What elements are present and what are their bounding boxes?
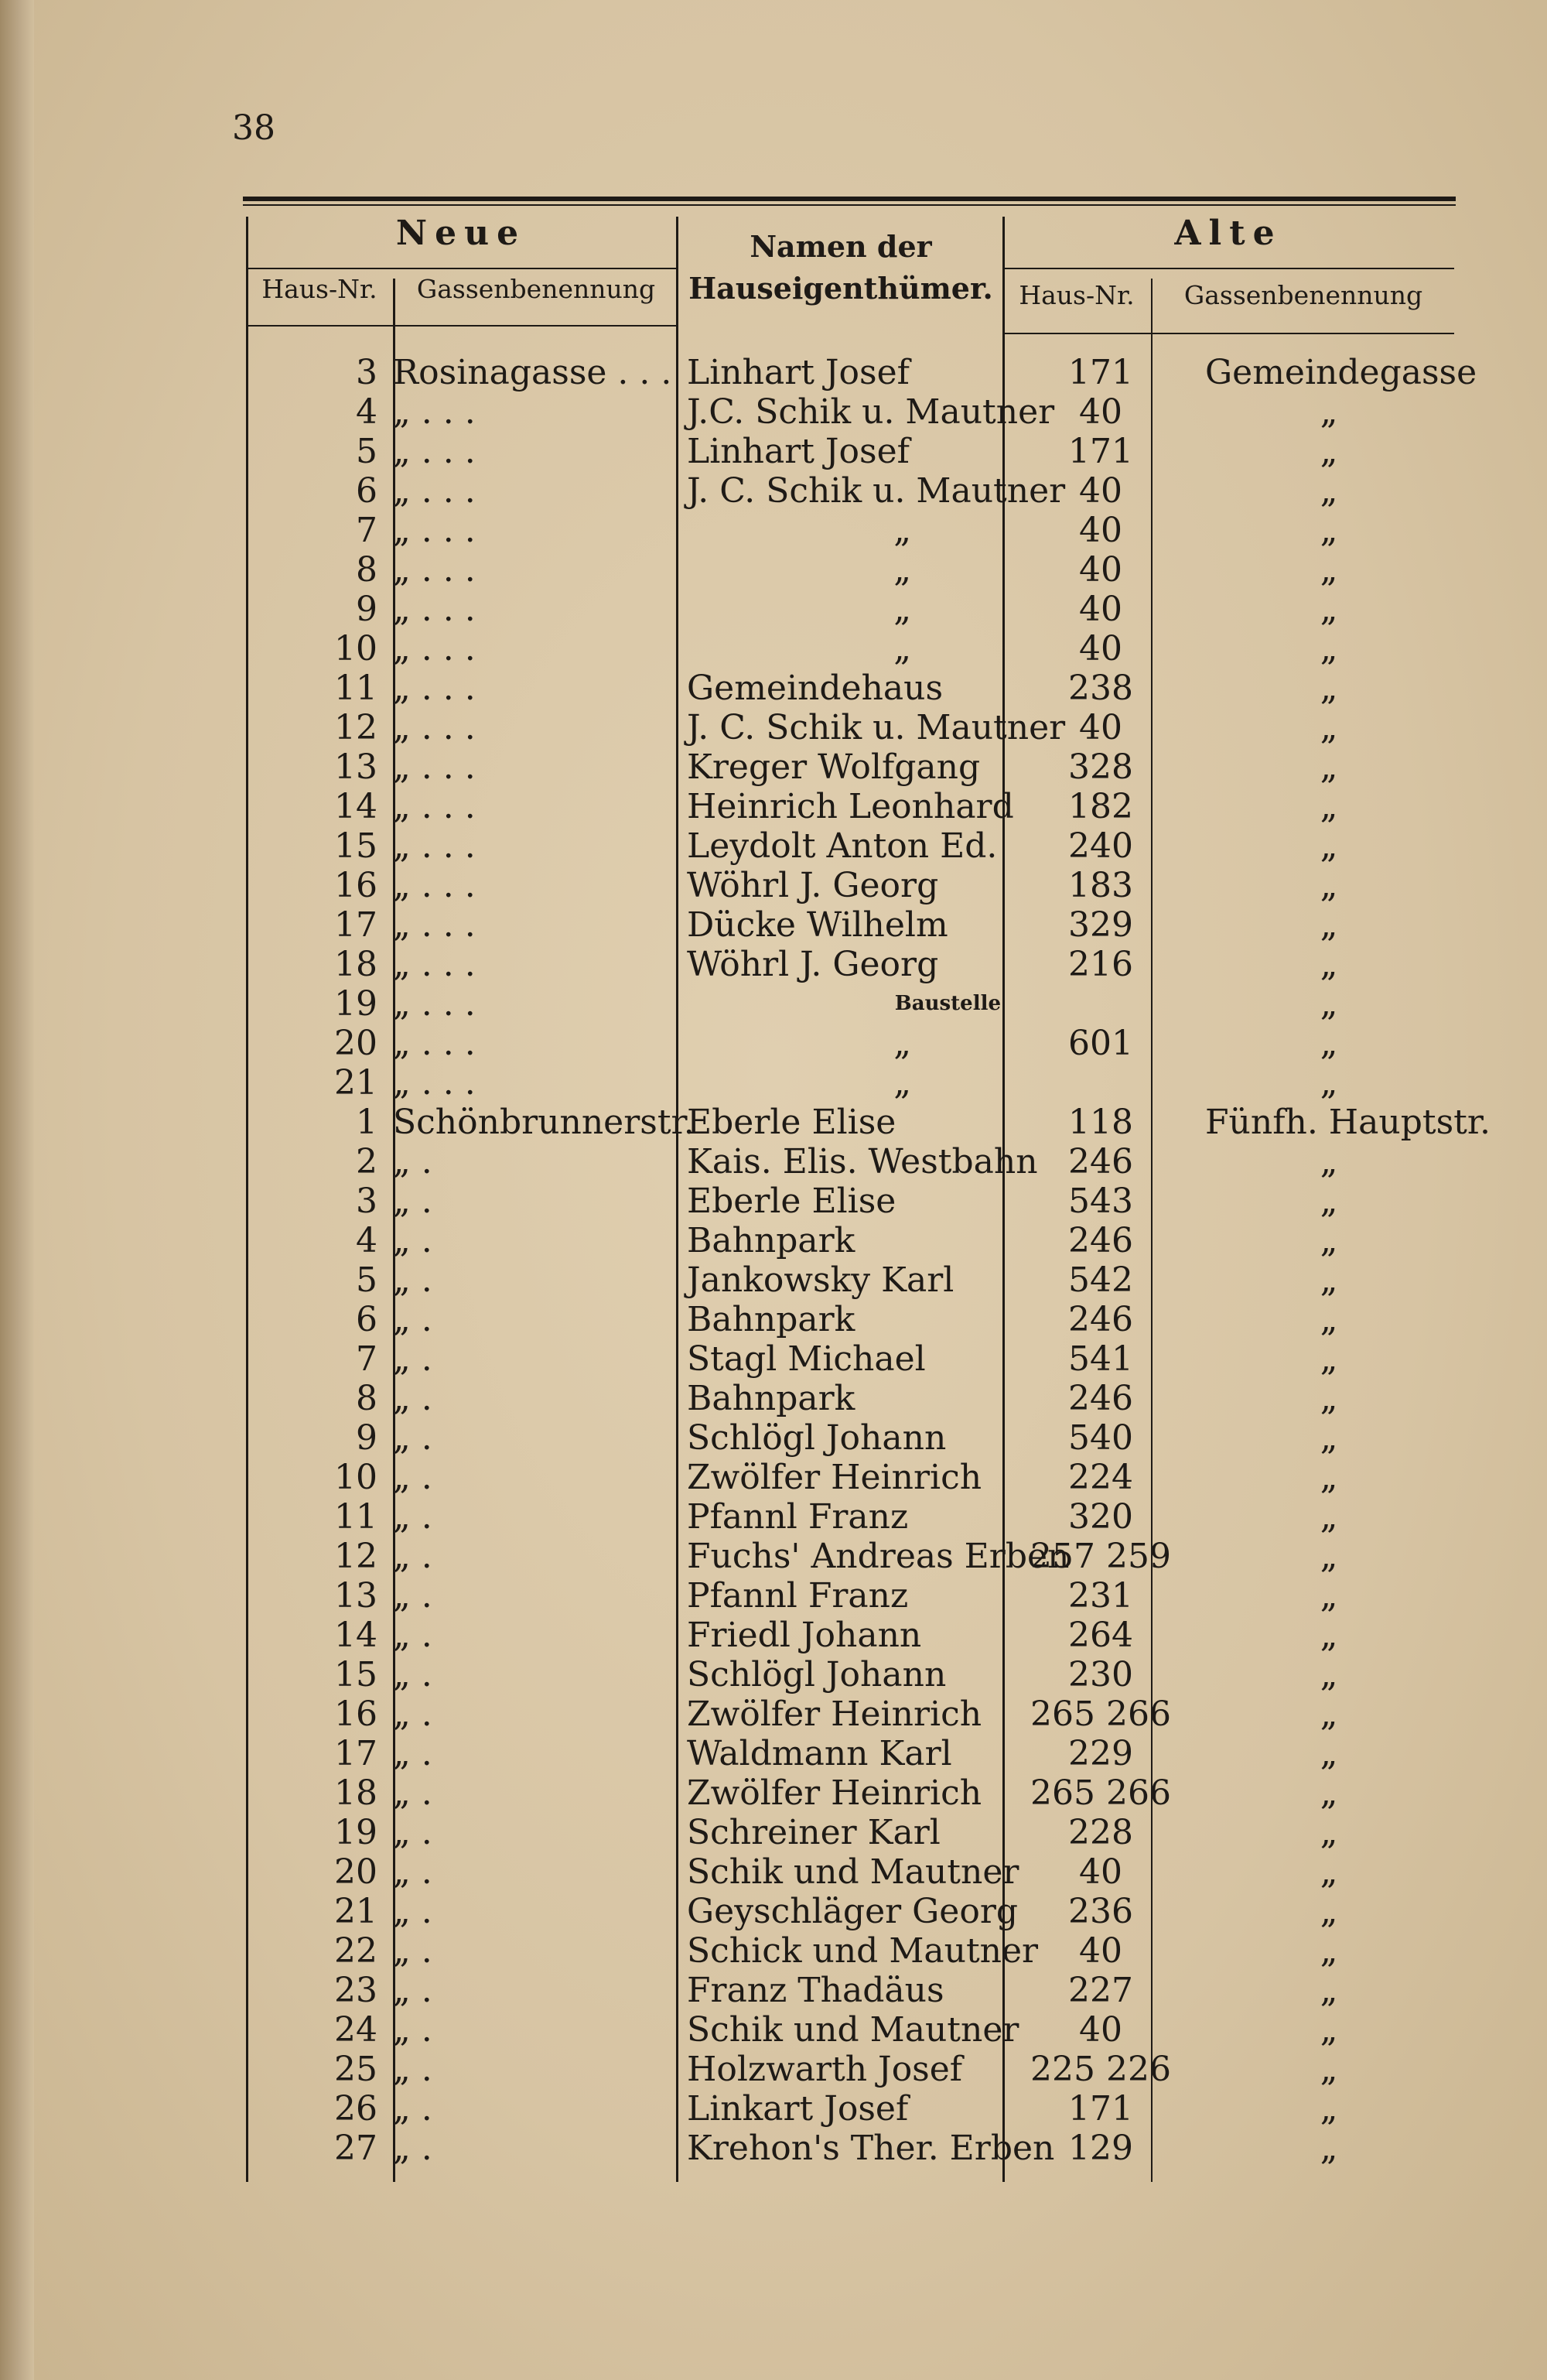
street-name-cell: „ .: [393, 1813, 432, 1852]
old-house-nr-cell: 40: [1079, 590, 1122, 629]
house-nr-cell: 15: [334, 826, 377, 866]
owner-cell: Linhart Josef: [687, 432, 910, 471]
house-nr-cell: 5: [356, 432, 377, 471]
old-street-name-cell: „: [1320, 2050, 1338, 2089]
old-house-nr-cell: 229: [1068, 1734, 1133, 1773]
old-house-nr-cell: 129: [1068, 2129, 1133, 2168]
old-house-nr-cell: 40: [1079, 1931, 1122, 1971]
table-row: [246, 629, 1454, 669]
house-nr-cell: 13: [334, 747, 377, 787]
old-house-nr-cell: 601: [1068, 1024, 1133, 1063]
owner-cell: Waldmann Karl: [687, 1734, 952, 1773]
owner-cell: Gemeindehaus: [687, 669, 944, 708]
old-street-name-cell: „: [1320, 669, 1338, 708]
house-nr-cell: 11: [334, 1497, 377, 1537]
old-house-nr-cell: 230: [1068, 1655, 1133, 1694]
old-street-name-cell: „: [1320, 787, 1338, 826]
table-row: [246, 1497, 1454, 1537]
street-name-cell: „ .: [393, 2089, 432, 2129]
street-name-cell: „ . . .: [393, 590, 476, 629]
street-name-cell: „ .: [393, 1458, 432, 1497]
old-house-nr-cell: 265 266: [1030, 1773, 1171, 1813]
street-name-cell: „ . . .: [393, 471, 476, 511]
top-rule-thin: [243, 204, 1456, 206]
table-row: [246, 1181, 1454, 1221]
owner-cell: Schik und Mautner: [687, 2010, 1019, 2050]
table-body: [246, 353, 1491, 2168]
street-name-cell: „ .: [393, 2129, 432, 2168]
owner-cell: „: [893, 1024, 911, 1063]
house-register-table: [246, 209, 1491, 2190]
house-nr-cell: 21: [334, 1892, 377, 1931]
old-street-name-cell: „: [1320, 1892, 1338, 1931]
old-street-name-cell: „: [1320, 1339, 1338, 1379]
old-house-nr-cell: 171: [1068, 2089, 1133, 2129]
header-divider-old: [1002, 268, 1454, 269]
house-nr-cell: 27: [334, 2129, 377, 2168]
table-row: [246, 708, 1454, 747]
owner-cell: Wöhrl J. Georg: [687, 945, 939, 984]
street-name-cell: Schönbrunnerstr.: [393, 1103, 695, 1142]
house-nr-cell: 10: [334, 1458, 377, 1497]
old-street-name-cell: „: [1320, 1616, 1338, 1655]
house-nr-cell: 9: [356, 1418, 377, 1458]
owner-cell: Franz Thadäus: [687, 1971, 944, 2010]
header-old-house-nr: Haus-Nr.: [1019, 280, 1135, 310]
old-street-name-cell: „: [1320, 550, 1338, 590]
old-house-nr-cell: 542: [1068, 1260, 1133, 1300]
street-name-cell: „ .: [393, 1142, 432, 1181]
old-street-name-cell: „: [1320, 471, 1338, 511]
table-row: [246, 392, 1454, 432]
table-row: [246, 511, 1454, 550]
house-nr-cell: 23: [334, 1971, 377, 2010]
table-row: [246, 1103, 1491, 1142]
house-nr-cell: 20: [334, 1852, 377, 1892]
street-name-cell: „ .: [393, 1734, 432, 1773]
street-name-cell: „ .: [393, 1694, 432, 1734]
street-name-cell: „ .: [393, 1339, 432, 1379]
old-street-name-cell: „: [1320, 1971, 1338, 2010]
old-house-nr-cell: 224: [1068, 1458, 1133, 1497]
street-name-cell: „ .: [393, 2050, 432, 2089]
header-owner-line1: Namen der: [750, 229, 932, 264]
top-rule: [243, 197, 1456, 201]
old-house-nr-cell: 40: [1079, 629, 1122, 669]
owner-cell: Schik und Mautner: [687, 1852, 1019, 1892]
house-nr-cell: 22: [334, 1931, 377, 1971]
old-street-name-cell: „: [1320, 590, 1338, 629]
house-nr-cell: 14: [334, 787, 377, 826]
street-name-cell: „ . . .: [393, 1063, 476, 1103]
table-row: [246, 1221, 1454, 1260]
street-name-cell: „ . . .: [393, 826, 476, 866]
table-row: [246, 1813, 1454, 1852]
house-nr-cell: 4: [356, 392, 377, 432]
house-nr-cell: 5: [356, 1260, 377, 1300]
table-row: [246, 2089, 1454, 2129]
table-row: [246, 945, 1454, 984]
old-street-name-cell: Gemeindegasse: [1205, 353, 1477, 392]
old-street-name-cell: „: [1320, 1852, 1338, 1892]
old-street-name-cell: „: [1320, 905, 1338, 945]
old-house-nr-cell: 183: [1068, 866, 1133, 905]
owner-cell: Kreger Wolfgang: [687, 747, 981, 787]
table-row: [246, 669, 1454, 708]
house-nr-cell: 6: [356, 471, 377, 511]
owner-cell: Friedl Johann: [687, 1616, 922, 1655]
table-row: [246, 1300, 1454, 1339]
owner-cell: Kais. Elis. Westbahn: [687, 1142, 1038, 1181]
street-name-cell: „ . . .: [393, 669, 476, 708]
old-street-name-cell: Fünfh. Hauptstr.: [1205, 1103, 1491, 1142]
old-house-nr-cell: 227: [1068, 1971, 1133, 2010]
house-nr-cell: 17: [334, 905, 377, 945]
house-nr-cell: 16: [334, 1694, 377, 1734]
owner-cell: „: [893, 511, 911, 550]
old-street-name-cell: „: [1320, 1063, 1338, 1103]
table-row: [246, 1773, 1454, 1813]
old-house-nr-cell: 320: [1068, 1497, 1133, 1537]
old-house-nr-cell: 238: [1068, 669, 1133, 708]
old-house-nr-cell: 40: [1079, 511, 1122, 550]
house-nr-cell: 4: [356, 1221, 377, 1260]
old-street-name-cell: „: [1320, 1024, 1338, 1063]
old-house-nr-cell: 540: [1068, 1418, 1133, 1458]
house-nr-cell: 25: [334, 2050, 377, 2089]
old-house-nr-cell: 40: [1079, 471, 1122, 511]
old-street-name-cell: „: [1320, 2089, 1338, 2129]
old-street-name-cell: „: [1320, 1576, 1338, 1616]
old-street-name-cell: „: [1320, 2010, 1338, 2050]
header-bottom-rule-left: [246, 325, 676, 327]
old-house-nr-cell: 40: [1079, 1852, 1122, 1892]
header-street-name: Gassenbenennung: [416, 274, 656, 304]
house-nr-cell: 26: [334, 2089, 377, 2129]
old-street-name-cell: „: [1320, 1181, 1338, 1221]
header-old-street-name: Gassenbenennung: [1183, 280, 1423, 310]
street-name-cell: „ . . .: [393, 550, 476, 590]
house-nr-cell: 12: [334, 1537, 377, 1576]
house-nr-cell: 16: [334, 866, 377, 905]
owner-cell: „: [893, 629, 911, 669]
owner-cell: J. C. Schik u. Mautner: [687, 708, 1066, 747]
table-row: [246, 1063, 1454, 1103]
old-house-nr-cell: 240: [1068, 826, 1133, 866]
table-row: [246, 550, 1454, 590]
street-name-cell: „ .: [393, 1221, 432, 1260]
table-row: [246, 1694, 1454, 1734]
table-row: [246, 432, 1454, 471]
old-house-nr-cell: 231: [1068, 1576, 1133, 1616]
owner-cell: Baustelle: [894, 992, 1001, 1015]
owner-cell: Jankowsky Karl: [687, 1260, 954, 1300]
street-name-cell: „ .: [393, 1655, 432, 1694]
old-street-name-cell: „: [1320, 1458, 1338, 1497]
old-street-name-cell: „: [1320, 511, 1338, 550]
owner-cell: Fuchs' Andreas Erben: [687, 1537, 1070, 1576]
house-nr-cell: 19: [334, 1813, 377, 1852]
old-house-nr-cell: 236: [1068, 1892, 1133, 1931]
table-row: [246, 1655, 1454, 1694]
old-street-name-cell: „: [1320, 1300, 1338, 1339]
old-house-nr-cell: 171: [1068, 353, 1133, 392]
table-row: [246, 1576, 1454, 1616]
old-house-nr-cell: 225 226: [1030, 2050, 1171, 2089]
owner-cell: Pfannl Franz: [687, 1497, 909, 1537]
house-nr-cell: 9: [356, 590, 377, 629]
house-nr-cell: 17: [334, 1734, 377, 1773]
table-row: [246, 353, 1477, 392]
table-row: [246, 1260, 1454, 1300]
header-house-nr: Haus-Nr.: [261, 274, 377, 304]
street-name-cell: „ .: [393, 1379, 432, 1418]
street-name-cell: „ .: [393, 1931, 432, 1971]
house-nr-cell: 19: [334, 984, 377, 1024]
table-row: [246, 2129, 1454, 2168]
street-name-cell: „ .: [393, 1852, 432, 1892]
owner-cell: Heinrich Leonhard: [687, 787, 1014, 826]
header-bottom-rule-old: [1002, 333, 1454, 334]
house-nr-cell: 1: [356, 1103, 377, 1142]
house-nr-cell: 3: [356, 353, 377, 392]
table-row: [246, 1852, 1454, 1892]
house-nr-cell: 8: [356, 550, 377, 590]
old-street-name-cell: „: [1320, 2129, 1338, 2168]
owner-cell: Krehon's Ther. Erben: [687, 2129, 1055, 2168]
house-nr-cell: 14: [334, 1616, 377, 1655]
header-new-group: Neue: [395, 214, 527, 253]
old-street-name-cell: „: [1320, 629, 1338, 669]
table-row: [246, 1616, 1454, 1655]
old-street-name-cell: „: [1320, 1497, 1338, 1537]
owner-cell: Wöhrl J. Georg: [687, 866, 939, 905]
house-nr-cell: 2: [356, 1142, 377, 1181]
street-name-cell: „ .: [393, 1576, 432, 1616]
old-street-name-cell: „: [1320, 1260, 1338, 1300]
table-row: [246, 1142, 1454, 1181]
old-street-name-cell: „: [1320, 1537, 1338, 1576]
table-row: [246, 1931, 1454, 1971]
street-name-cell: „ . . .: [393, 511, 476, 550]
owner-cell: Eberle Elise: [687, 1103, 896, 1142]
street-name-cell: „ .: [393, 1971, 432, 2010]
old-street-name-cell: „: [1320, 1221, 1338, 1260]
owner-cell: „: [893, 590, 911, 629]
owner-cell: „: [893, 1063, 911, 1103]
owner-cell: Leydolt Anton Ed.: [687, 826, 998, 866]
table-row: [246, 471, 1454, 511]
table-row: [246, 1734, 1454, 1773]
old-street-name-cell: „: [1320, 945, 1338, 984]
old-street-name-cell: „: [1320, 1418, 1338, 1458]
old-house-nr-cell: 246: [1068, 1300, 1133, 1339]
owner-cell: Stagl Michael: [687, 1339, 926, 1379]
house-nr-cell: 3: [356, 1181, 377, 1221]
owner-cell: Zwölfer Heinrich: [687, 1694, 982, 1734]
table-row: [246, 866, 1454, 905]
old-house-nr-cell: 329: [1068, 905, 1133, 945]
owner-cell: J.C. Schik u. Mautner: [687, 392, 1055, 432]
street-name-cell: „ . . .: [393, 392, 476, 432]
old-street-name-cell: „: [1320, 392, 1338, 432]
old-street-name-cell: „: [1320, 1694, 1338, 1734]
old-house-nr-cell: 246: [1068, 1142, 1133, 1181]
street-name-cell: „ . . .: [393, 1024, 476, 1063]
street-name-cell: „ . . .: [393, 629, 476, 669]
book-binding: [0, 0, 34, 2380]
owner-cell: Bahnpark: [687, 1221, 855, 1260]
house-nr-cell: 6: [356, 1300, 377, 1339]
old-house-nr-cell: 264: [1068, 1616, 1133, 1655]
table-row: [246, 1339, 1454, 1379]
street-name-cell: „ . . .: [393, 747, 476, 787]
street-name-cell: „ .: [393, 1300, 432, 1339]
house-nr-cell: 21: [334, 1063, 377, 1103]
owner-cell: Geyschläger Georg: [687, 1892, 1019, 1931]
street-name-cell: „ .: [393, 1616, 432, 1655]
old-house-nr-cell: 171: [1068, 432, 1133, 471]
old-house-nr-cell: 541: [1068, 1339, 1133, 1379]
old-house-nr-cell: 40: [1079, 708, 1122, 747]
street-name-cell: „ . . .: [393, 984, 476, 1024]
street-name-cell: „ . . .: [393, 787, 476, 826]
old-street-name-cell: „: [1320, 984, 1338, 1024]
old-street-name-cell: „: [1320, 747, 1338, 787]
old-street-name-cell: „: [1320, 1813, 1338, 1852]
table-row: [246, 905, 1454, 945]
old-street-name-cell: „: [1320, 1655, 1338, 1694]
street-name-cell: „ .: [393, 1418, 432, 1458]
owner-cell: Zwölfer Heinrich: [687, 1773, 982, 1813]
house-nr-cell: 18: [334, 945, 377, 984]
house-nr-cell: 20: [334, 1024, 377, 1063]
table-row: [246, 1024, 1454, 1063]
owner-cell: Pfannl Franz: [687, 1576, 909, 1616]
owner-cell: Schreiner Karl: [687, 1813, 941, 1852]
table-row: [246, 1379, 1454, 1418]
old-house-nr-cell: 182: [1068, 787, 1133, 826]
old-house-nr-cell: 246: [1068, 1379, 1133, 1418]
street-name-cell: „ .: [393, 1773, 432, 1813]
old-street-name-cell: „: [1320, 866, 1338, 905]
house-nr-cell: 24: [334, 2010, 377, 2050]
table-row: [246, 1537, 1454, 1576]
street-name-cell: „ . . .: [393, 866, 476, 905]
owner-cell: Holzwarth Josef: [687, 2050, 963, 2089]
owner-cell: Schick und Mautner: [687, 1931, 1039, 1971]
house-nr-cell: 8: [356, 1379, 377, 1418]
old-street-name-cell: „: [1320, 1931, 1338, 1971]
old-house-nr-cell: 543: [1068, 1181, 1133, 1221]
house-nr-cell: 10: [334, 629, 377, 669]
street-name-cell: „ .: [393, 1497, 432, 1537]
table-row: [246, 1892, 1454, 1931]
house-nr-cell: 7: [356, 1339, 377, 1379]
owner-cell: „: [893, 550, 911, 590]
house-nr-cell: 18: [334, 1773, 377, 1813]
old-street-name-cell: „: [1320, 1142, 1338, 1181]
owner-cell: Eberle Elise: [687, 1181, 896, 1221]
street-name-cell: „ . . .: [393, 708, 476, 747]
header-owner-line2: Hauseigenthümer.: [688, 271, 993, 306]
page-number: 38: [232, 108, 275, 148]
street-name-cell: „ .: [393, 1181, 432, 1221]
house-nr-cell: 12: [334, 708, 377, 747]
old-street-name-cell: „: [1320, 1379, 1338, 1418]
old-house-nr-cell: 265 266: [1030, 1694, 1171, 1734]
old-street-name-cell: „: [1320, 826, 1338, 866]
owner-cell: Bahnpark: [687, 1300, 855, 1339]
old-house-nr-cell: 257 259: [1030, 1537, 1171, 1576]
old-house-nr-cell: 246: [1068, 1221, 1133, 1260]
street-name-cell: „ .: [393, 1537, 432, 1576]
street-name-cell: „ .: [393, 1892, 432, 1931]
old-house-nr-cell: 328: [1068, 747, 1133, 787]
old-house-nr-cell: 40: [1079, 550, 1122, 590]
street-name-cell: „ .: [393, 2010, 432, 2050]
table-row: [246, 1418, 1454, 1458]
table-row: [246, 1458, 1454, 1497]
old-house-nr-cell: 40: [1079, 392, 1122, 432]
table-row: [246, 826, 1454, 866]
owner-cell: J. C. Schik u. Mautner: [687, 471, 1066, 511]
header-old-group: Alte: [1174, 214, 1282, 253]
old-house-nr-cell: 216: [1068, 945, 1133, 984]
table-row: [246, 747, 1454, 787]
old-street-name-cell: „: [1320, 1773, 1338, 1813]
old-street-name-cell: „: [1320, 1734, 1338, 1773]
owner-cell: Zwölfer Heinrich: [687, 1458, 982, 1497]
street-name-cell: „ . . .: [393, 945, 476, 984]
owner-cell: Bahnpark: [687, 1379, 855, 1418]
house-nr-cell: 13: [334, 1576, 377, 1616]
old-street-name-cell: „: [1320, 432, 1338, 471]
street-name-cell: „ . . .: [393, 905, 476, 945]
table-row: [246, 2010, 1454, 2050]
old-house-nr-cell: 40: [1079, 2010, 1122, 2050]
table-row: [246, 2050, 1454, 2089]
old-house-nr-cell: 228: [1068, 1813, 1133, 1852]
street-name-cell: „ .: [393, 1260, 432, 1300]
owner-cell: Schlögl Johann: [687, 1655, 947, 1694]
owner-cell: Linhart Josef: [687, 353, 910, 392]
house-nr-cell: 7: [356, 511, 377, 550]
street-name-cell: „ . . .: [393, 432, 476, 471]
header-divider-new: [246, 268, 676, 269]
owner-cell: Linkart Josef: [687, 2089, 909, 2129]
house-nr-cell: 15: [334, 1655, 377, 1694]
table-row: [246, 1971, 1454, 2010]
owner-cell: Schlögl Johann: [687, 1418, 947, 1458]
old-street-name-cell: „: [1320, 708, 1338, 747]
table-row: [246, 590, 1454, 629]
old-house-nr-cell: 118: [1068, 1103, 1133, 1142]
street-name-cell: Rosinagasse . . .: [393, 353, 672, 392]
table-row: [246, 984, 1454, 1024]
owner-cell: Dücke Wilhelm: [687, 905, 948, 945]
house-nr-cell: 11: [334, 669, 377, 708]
table-row: [246, 787, 1454, 826]
